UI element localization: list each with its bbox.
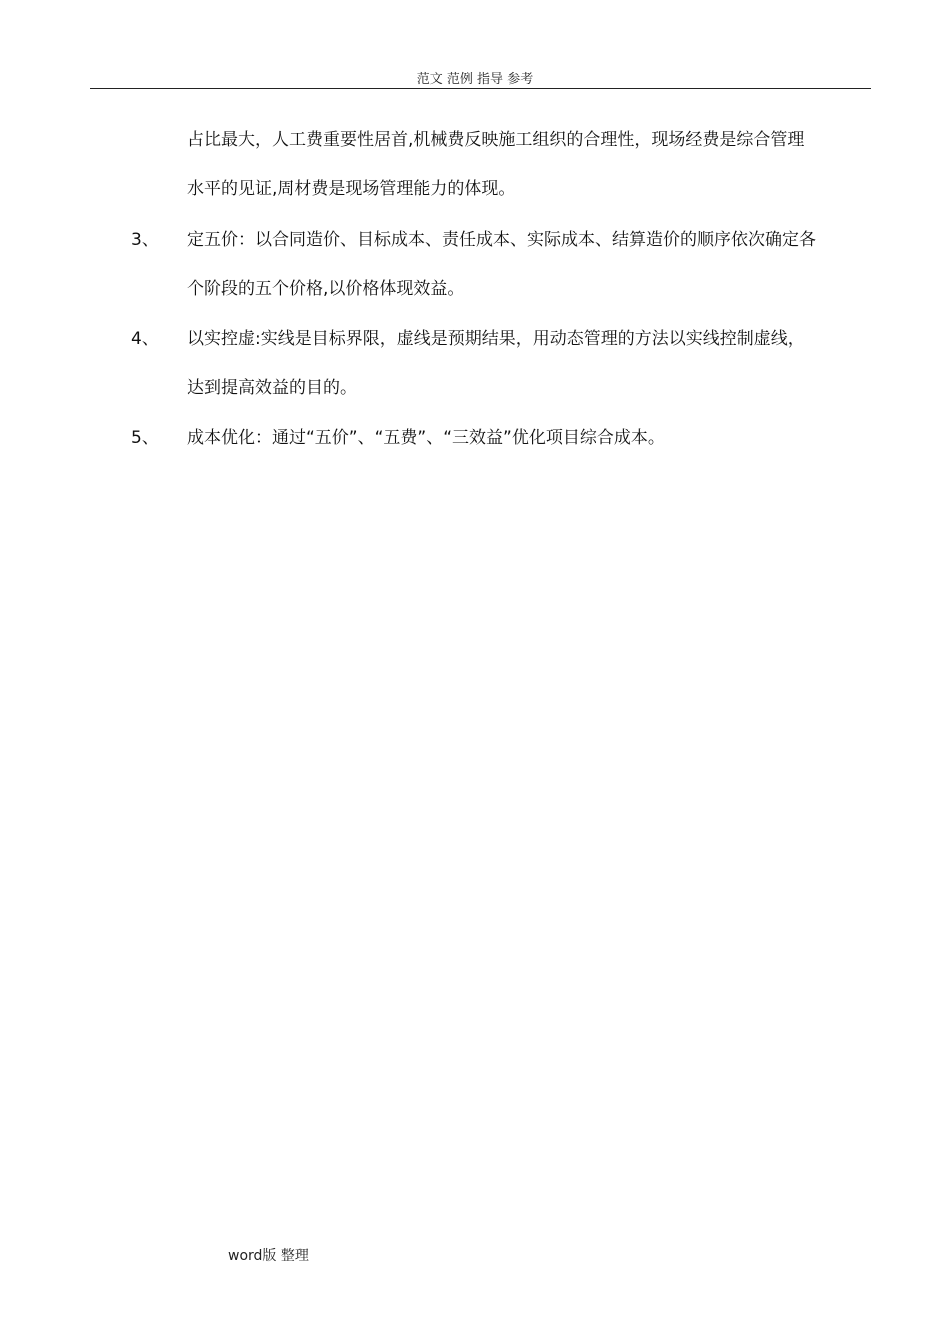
list-item-number: 3、	[131, 230, 159, 250]
list-item-number: 4、	[131, 329, 159, 349]
list-item-text: 定五价：以合同造价、目标成本、责任成本、实际成本、结算造价的顺序依次确定各	[187, 230, 816, 250]
page-header: 范文 范例 指导 参考	[416, 72, 534, 87]
page-footer: word版 整理	[228, 1248, 309, 1264]
list-item-text: 达到提高效益的目的。	[187, 378, 357, 398]
header-divider	[90, 88, 871, 89]
list-item-number: 5、	[131, 428, 159, 448]
paragraph-line: 占比最大，人工费重要性居首,机械费反映施工组织的合理性，现场经费是综合管理	[187, 130, 805, 150]
list-item-text: 个阶段的五个价格,以价格体现效益。	[187, 279, 465, 299]
list-item-text: 以实控虚:实线是目标界限，虚线是预期结果，用动态管理的方法以实线控制虚线，	[187, 329, 805, 349]
list-item-text: 成本优化：通过“五价”、“五费”、“三效益”优化项目综合成本。	[187, 428, 665, 448]
paragraph-line: 水平的见证,周材费是现场管理能力的体现。	[187, 179, 516, 199]
